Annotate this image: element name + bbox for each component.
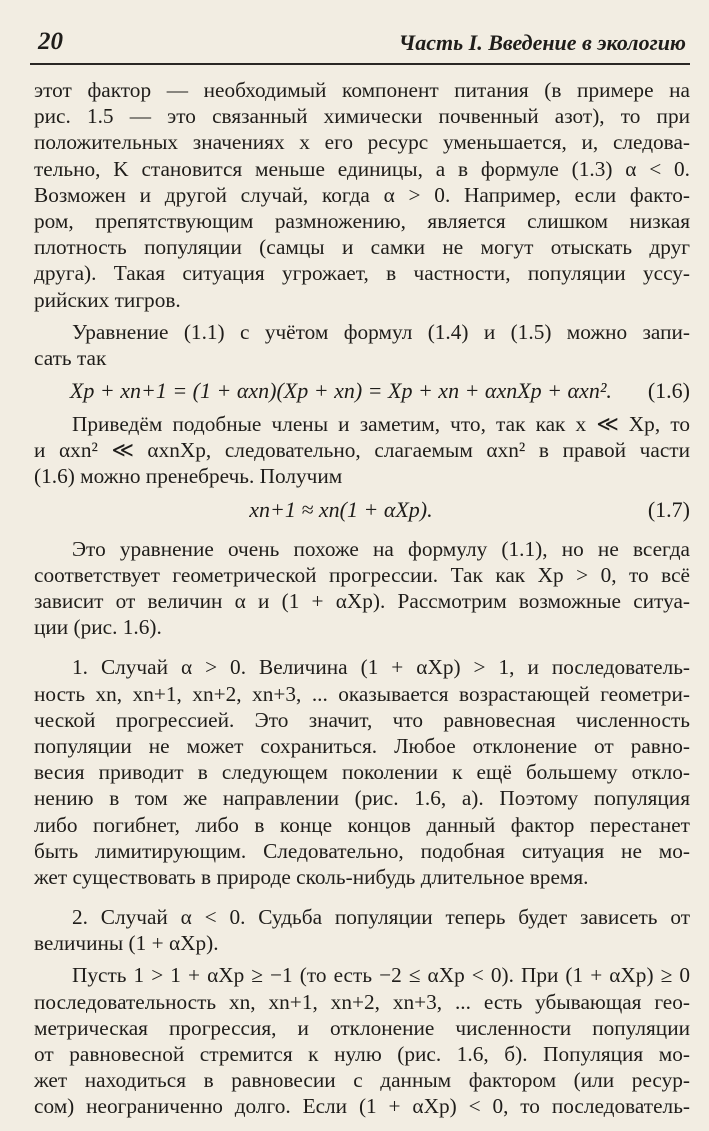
text-line: и αxn² ≪ αxnXр, следовательно, слагаемым αxn² в правой части bbox=[34, 438, 690, 463]
text-line: ческой прогрессией. Это значит, что равновесная численность bbox=[34, 707, 690, 732]
text-line: 1. Случай α > 0. Величина (1 + αXр) > 1, и последователь- bbox=[72, 655, 690, 680]
text-line: либо погибнет, либо в конце концов данный фактор перестанет bbox=[34, 812, 690, 837]
text-line: этот фактор — необходимый компонент питания (в примере на bbox=[34, 78, 690, 102]
paragraph-3 bbox=[34, 411, 690, 490]
equation-1-6 bbox=[34, 371, 690, 411]
text-line: быть лимитирующим. Следовательно, подобная ситуация не мо- bbox=[34, 838, 690, 863]
equation-1-7 bbox=[34, 490, 690, 530]
paragraph-6 bbox=[34, 904, 690, 956]
running-head: Часть I. Введение в экологию bbox=[398, 30, 686, 55]
text-line: ции (рис. 1.6). bbox=[34, 615, 162, 640]
text-line: жет существовать в природе сколь-нибудь длительное время. bbox=[34, 864, 589, 889]
page-body bbox=[34, 77, 690, 1120]
text-line: Уравнение (1.1) с учётом формул (1.4) и (1.5) можно запи- bbox=[72, 319, 690, 344]
text-line: плотность популяции (самцы и самки не могут отыскать друг bbox=[34, 235, 690, 260]
paragraph-2 bbox=[34, 319, 690, 371]
text-line: сом) неограниченно долго. Если (1 + αXр) < 0, то последователь- bbox=[34, 1094, 690, 1119]
page-number: 20 bbox=[38, 28, 63, 55]
text-line: Пусть 1 > 1 + αXр ≥ −1 (то есть −2 ≤ αXр < 0). При (1 + αXр) ≥ 0 bbox=[72, 963, 690, 988]
text-line: Это уравнение очень похоже на формулу (1.1), но не всегда bbox=[72, 536, 690, 561]
text-line: метрическая прогрессия, и отклонение численности популяции bbox=[34, 1015, 690, 1040]
page-header bbox=[30, 24, 690, 64]
text-line: популяции не может сохраниться. Любое отклонение от равно- bbox=[34, 733, 690, 758]
text-line: весия приводит в следующем поколении к ещё большему откло- bbox=[34, 760, 690, 785]
text-line: рис. 1.5 — это связанный химически почвенный азот), то при bbox=[34, 104, 690, 129]
text-line: Возможен и другой случай, когда α > 0. Например, если факто- bbox=[34, 182, 690, 207]
text-line: тельно, K становится меньше единицы, а в формуле (1.3) α < 0. bbox=[34, 156, 690, 181]
equation-number: (1.6) bbox=[647, 378, 690, 404]
equation-number: (1.7) bbox=[647, 496, 690, 522]
header-rule bbox=[30, 63, 690, 65]
text-line: друга). Такая ситуация угрожает, в частности, популяции уссу- bbox=[34, 261, 690, 286]
text-line: 2. Случай α < 0. Судьба популяции теперь будет зависеть от bbox=[72, 905, 690, 930]
equation-expression: Xр + xn+1 = (1 + αxn)(Xр + xn) = Xр + xn + αxnXр + αxn². bbox=[69, 378, 612, 404]
text-line: величины (1 + αXр). bbox=[34, 931, 219, 956]
text-line: последовательность xn, xn+1, xn+2, xn+3, ... есть убывающая гео- bbox=[34, 989, 690, 1014]
text-line: рийских тигров. bbox=[34, 287, 181, 312]
paragraph-5 bbox=[34, 654, 690, 890]
paragraph-4 bbox=[34, 536, 690, 641]
paragraph-1 bbox=[34, 77, 690, 313]
equation-expression: xn+1 ≈ xn(1 + αXр). bbox=[249, 496, 433, 522]
text-line: соответствует геометрической прогрессии. Так как Xр > 0, то всё bbox=[34, 562, 690, 587]
text-line: (1.6) можно пренебречь. Получим bbox=[34, 464, 343, 489]
text-line: сать так bbox=[34, 345, 107, 370]
text-line: ром, препятствующим размножению, является слишком низкая bbox=[34, 208, 690, 233]
text-line: жет находиться в равновесии с данным фактором (или ресур- bbox=[34, 1068, 690, 1093]
text-line: зависит от величин α и (1 + αXр). Рассмотрим возможные ситуа- bbox=[34, 589, 690, 613]
text-line: нению в том же направлении (рис. 1.6, а). Поэтому популяция bbox=[34, 786, 690, 811]
text-line: от равновесной стремится к нулю (рис. 1.6, б). Популяция мо- bbox=[34, 1042, 690, 1066]
paragraph-7 bbox=[34, 962, 690, 1119]
text-line: ность xn, xn+1, xn+2, xn+3, ... оказывается возрастающей геометри- bbox=[34, 681, 690, 706]
text-line: Приведём подобные члены и заметим, что, так как x ≪ Xр, то bbox=[72, 412, 690, 437]
text-line: положительных значениях x его ресурс уменьшается, и, следова- bbox=[34, 130, 690, 155]
